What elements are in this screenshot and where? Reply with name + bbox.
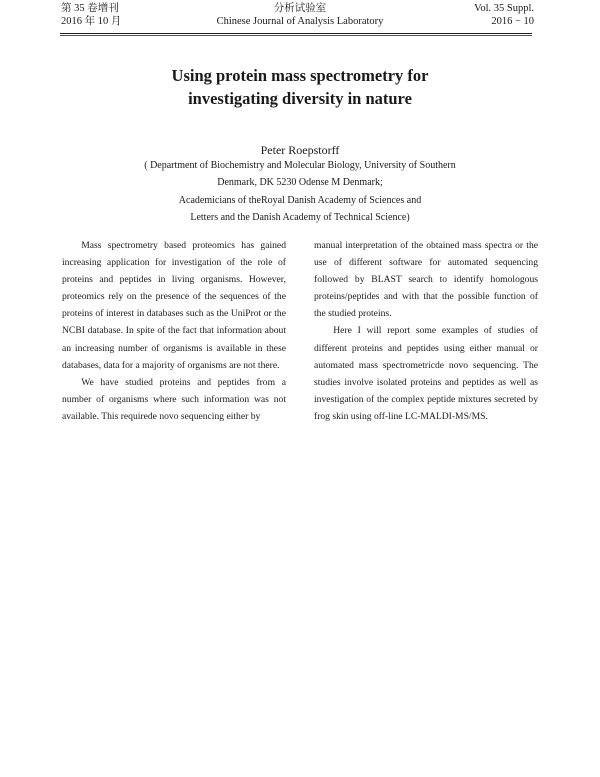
title-line: investigating diversity in nature [188, 89, 412, 108]
author-affiliation [100, 157, 500, 227]
affiliation-line: ( Department of Biochemistry and Molecular Biology, University of Southern [144, 160, 456, 171]
title-line: Using protein mass spectrometry for [171, 66, 429, 85]
header-journal-en: Chinese Journal of Analysis Laboratory [216, 15, 384, 27]
body-paragraph: manual interpretation of the obtained mass spectra or the use of different software for automated sequencing followed by BLAST search to identify homologous proteins/peptides and with that the possible function of the studied proteins. [314, 240, 538, 320]
header-year-line: 2016 − 10 [491, 15, 534, 27]
body-paragraph: We have studied proteins and peptides from a number of organisms where such information was not available. This requirede novo sequencing either by [62, 376, 286, 422]
header-journal-cn: 分析试验室 [273, 3, 327, 14]
body-paragraph: Here I will report some examples of studies of different proteins and peptides using either manual or automated mass spectrometricde novo sequencing. The studies involve isolated proteins and peptides as well as investigation of the complex peptide mixtures secreted by frog skin using off-line LC-MALDI-MS/MS. [314, 325, 538, 422]
body-column-right [314, 237, 538, 425]
affiliation-line: Denmark, DK 5230 Odense M Denmark; [217, 177, 383, 189]
header-volume-en [474, 3, 534, 28]
body-paragraph: Mass spectrometry based proteomics has gained increasing application for investigation of the role of proteins and peptides in living organisms. However, proteomics rely on the presence of the sequences of the proteins of interest in databases such as the UniProt or the NCBI database. In spite of the fact that information about an increasing number of organisms is available in these databases, data for a majority of organisms are not there. [62, 240, 286, 371]
header-rule [60, 33, 532, 34]
author-name: Peter Roepstorff [260, 143, 340, 157]
affiliation-line: Academicians of theRoyal Danish Academy of Sciences and [178, 194, 422, 206]
header-rule-thin [60, 35, 532, 36]
header-vol-line: Vol. 35 Suppl. [474, 3, 534, 14]
affiliation-line: Letters and the Danish Academy of Technical Science) [190, 212, 410, 224]
article-title [0, 64, 600, 110]
header-date-line: 2016 年 10 月 [61, 15, 122, 27]
body-column-left [62, 237, 286, 425]
header-volume-line: 第 35 卷增刊 [61, 3, 119, 14]
